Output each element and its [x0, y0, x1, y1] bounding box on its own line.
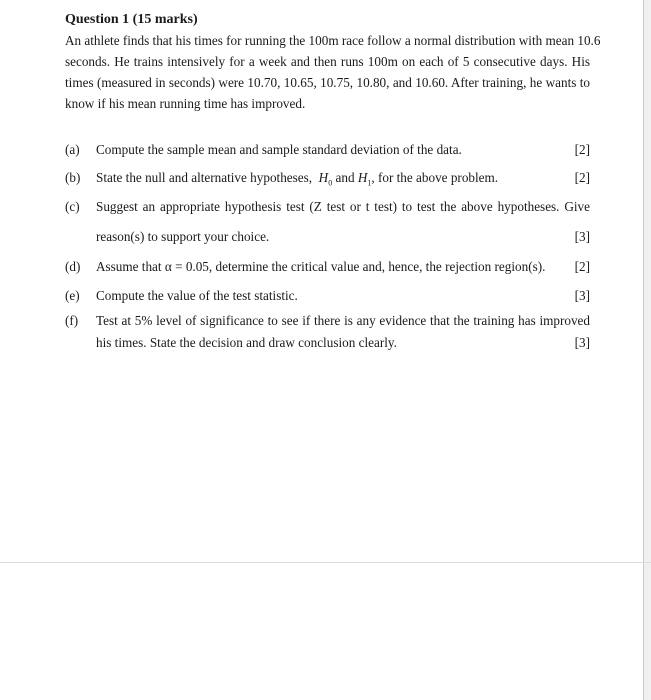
sub-question-label: (c) — [65, 199, 80, 214]
text-fragment: Assume that — [96, 259, 162, 274]
question-intro — [65, 30, 601, 114]
text-fragment: , for the above problem. — [371, 170, 499, 185]
null-hypothesis-symbol: H — [318, 170, 329, 185]
sub-question-text — [96, 197, 590, 247]
marks-badge: [2] — [574, 170, 590, 185]
sub-question-line: Test at 5% level of significance to see if there is any evidence that the training has improved — [96, 313, 590, 328]
alternative-hypothesis-subscript: 1 — [367, 178, 372, 188]
alpha-value: α = 0.05 — [164, 259, 209, 274]
marks-badge: [2] — [574, 259, 590, 274]
sub-question-label: (e) — [65, 288, 80, 303]
sub-question-label: (b) — [65, 170, 81, 185]
sub-question-text: Compute the sample mean and sample standard deviation of the data. — [96, 142, 462, 157]
marks-badge: [3] — [574, 229, 590, 244]
sub-question-text: Compute the value of the test statistic. — [96, 288, 298, 303]
sub-question-label: (f) — [65, 313, 79, 328]
sub-question-label: (a) — [65, 142, 80, 157]
sub-question-line: his times. State the decision and draw conclusion clearly. — [96, 335, 397, 350]
sub-question-f — [65, 311, 590, 353]
sub-question-line: Suggest an appropriate hypothesis test (Z test or t test) to test the above hypotheses. Give — [96, 199, 590, 214]
sub-question-text — [96, 168, 570, 194]
page-edge-right — [643, 0, 651, 700]
sub-question-list — [65, 140, 590, 353]
sub-question-line: reason(s) to support your choice. — [96, 229, 270, 244]
question-sheet — [65, 10, 601, 353]
sub-question-e — [65, 286, 590, 306]
intro-line: know if his mean running time has improved. — [65, 96, 306, 111]
marks-badge: [3] — [574, 335, 590, 350]
page-edge-bottom — [0, 562, 651, 563]
sub-question-d — [65, 257, 590, 277]
text-fragment: , determine the critical value and, hence, the rejection region(s). — [208, 259, 546, 274]
question-title: Question 1 (15 marks) — [65, 12, 198, 27]
marks-badge: [3] — [574, 288, 590, 303]
sub-question-b — [65, 168, 590, 188]
sub-question-text — [96, 311, 590, 353]
text-fragment: State the null and alternative hypotheses, — [96, 170, 313, 185]
marks-badge: [2] — [574, 142, 590, 157]
text-fragment: and — [335, 170, 355, 185]
intro-line: seconds. He trains intensively for a week and then runs 100m on each of 5 consecutive days. His — [65, 54, 590, 69]
alternative-hypothesis-symbol: H — [357, 170, 368, 185]
intro-line: An athlete finds that his times for running the 100m race follow a normal distribution with mean 10.6 — [65, 33, 601, 48]
sub-question-text — [96, 257, 570, 277]
sub-question-label: (d) — [65, 259, 81, 274]
sub-question-a — [65, 140, 590, 160]
sub-question-c — [65, 197, 590, 247]
intro-line: times (measured in seconds) were 10.70, 10.65, 10.75, 10.80, and 10.60. After training, he wants to — [65, 75, 590, 90]
null-hypothesis-subscript: 0 — [328, 178, 333, 188]
